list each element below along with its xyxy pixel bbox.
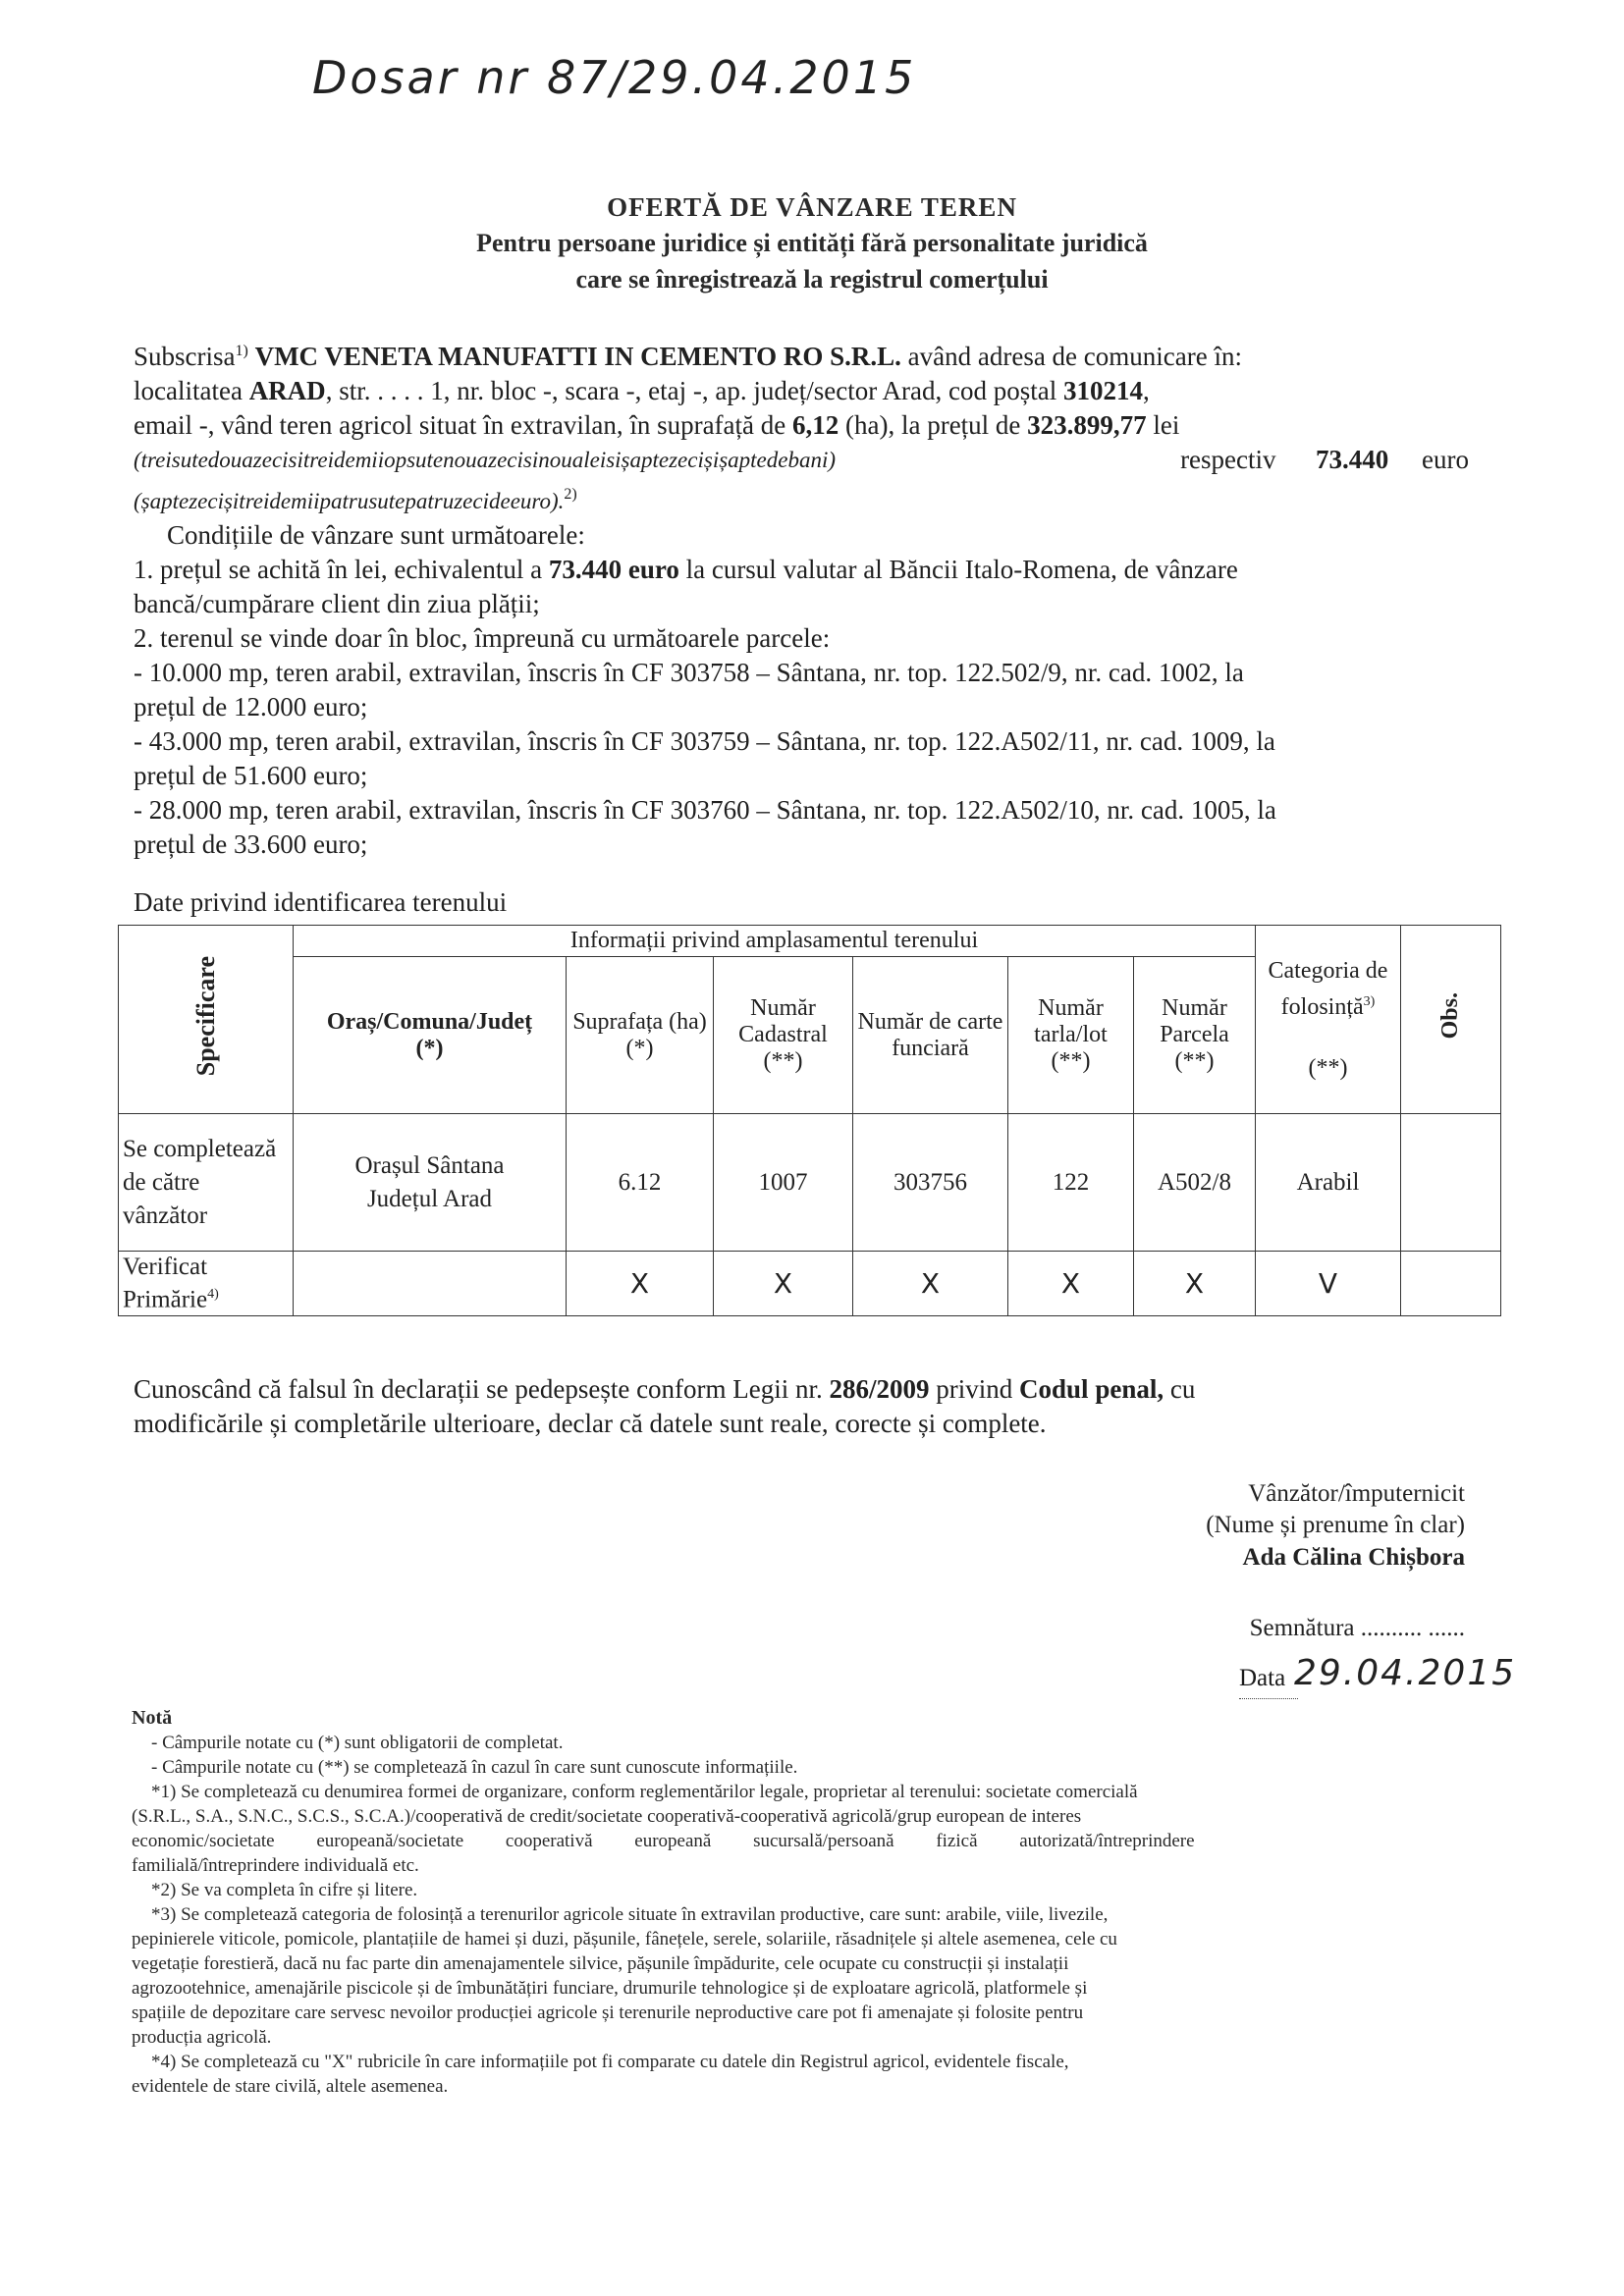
declaration-line-1: Cunoscând că falsul în declarații se pedepsește conform Legii nr. 286/2009 privind Codul penal, cu xyxy=(134,1374,1196,1404)
document-title: OFERTĂ DE VÂNZARE TEREN xyxy=(607,192,1017,222)
document-subtitle-2: care se înregistrează la registrul comerțului xyxy=(575,265,1049,294)
parcel-2-line-2: prețul de 51.600 euro; xyxy=(134,761,368,790)
parcel-3-line-1: - 28.000 mp, teren arabil, extravilan, înscris în CF 303760 – Sântana, nr. top. 122.A502/10, nr. cad. 1005, la xyxy=(134,795,1276,825)
note-6-line-1: *4) Se completează cu "X" rubricile în care informațiile pot fi comparate cu datele din Registrul agricol, evidentele fiscale, xyxy=(151,2052,1069,2072)
intro-paragraph xyxy=(134,334,1469,862)
note-2: - Câmpurile notate cu (**) se completează în cazul în care sunt cunoscute informațiile. xyxy=(151,1757,798,1778)
cell-carte-funciara: 303756 xyxy=(853,1114,1008,1252)
mark-carte-funciara: X xyxy=(853,1252,1008,1316)
table-caption: Date privind identificarea terenului xyxy=(134,887,508,917)
signer-role: Vânzător/împuternicit xyxy=(1248,1480,1465,1507)
cell-oras: Orașul Sântana Județul Arad xyxy=(294,1114,567,1252)
note-4: *2) Se va completa în cifre și litere. xyxy=(151,1880,418,1900)
note-5-line-2: pepinierele viticole, pomicole, plantațiile de hamei și duzi, pășunile, fânețele, serele, solariile, răsadnițele și altele asemenea, cele cu xyxy=(132,1929,1117,1949)
column-tarla: Număr tarla/lot (**) xyxy=(1008,957,1134,1114)
cell-categoria: Arabil xyxy=(1256,1114,1401,1252)
note-5-line-1: *3) Se completează categoria de folosință a terenurilor agricole situate în extravilan productive, care sunt: arabile, viile, livezile, xyxy=(151,1904,1109,1925)
land-identification-table xyxy=(118,925,1501,1316)
column-specificare: Specificare xyxy=(119,926,294,1114)
table-row xyxy=(119,1114,1501,1252)
signer-name-hint: (Nume și prenume în clar) xyxy=(1206,1512,1465,1538)
row-label-vanzator: Se completează de către vânzător xyxy=(119,1114,294,1252)
column-suprafata: Suprafața (ha) (*) xyxy=(567,957,714,1114)
column-obs: Obs. xyxy=(1401,926,1501,1114)
intro-line-4: (treisutedouazecisitreidemiiopsutenouazecisinoualeisișaptezecișișaptedebani) respectiv 73.440 euro xyxy=(134,445,1469,474)
group-header-amplasament: Informații privind amplasamentul terenului xyxy=(294,926,1256,957)
condition-2-line-1: 2. terenul se vinde doar în bloc, împreună cu următoarele parcele: xyxy=(134,623,831,653)
condition-1-line-1: 1. prețul se achită în lei, echivalentul a 73.440 euro la cursul valutar al Băncii Italo-Romena, de vânzare xyxy=(134,555,1238,584)
column-categoria: Categoria de folosință$^{3)}$ (**) xyxy=(1256,926,1401,1114)
note-6-line-2: evidentele de stare civilă, altele asemenea. xyxy=(132,2076,449,2097)
condition-1-line-2: bancă/cumpărare client din ziua plății; xyxy=(134,589,540,618)
date-underline xyxy=(1239,1698,1298,1699)
note-5-line-3: vegetație forestieră, dacă nu fac parte din amenajamentele silvice, pășunile împădurite, cele ocupate cu construcții și instalații xyxy=(132,1953,1069,1974)
signature-line: Semnătura .......... ...... xyxy=(1249,1615,1465,1641)
note-5-line-6: producția agricolă. xyxy=(132,2027,272,2048)
handwritten-date: 29.04.2015 xyxy=(1294,1653,1517,1693)
column-parcela: Număr Parcela (**) xyxy=(1134,957,1256,1114)
intro-line-1: Subscrisa$^{1)}$ VMC VENETA MANUFATTI IN CEMENTO RO S.R.L. având adresa de comunicare în: xyxy=(134,342,1242,371)
table-header-row-1 xyxy=(119,926,1501,957)
column-cadastral: Număr Cadastral (**) xyxy=(714,957,853,1114)
notes-section xyxy=(132,1706,1467,2099)
note-1: - Câmpurile notate cu (*) sunt obligatorii de completat. xyxy=(151,1733,564,1753)
column-oras: Oraș/Comuna/Județ (*) xyxy=(294,957,567,1114)
document-subtitle-1: Pentru persoane juridice și entități fără personalitate juridică xyxy=(476,229,1148,257)
note-3-line-3: economic/societate europeană/societate cooperativă europeană sucursală/persoană fizică autorizată/întreprindere xyxy=(132,1831,1195,1851)
mark-cadastral: X xyxy=(714,1252,853,1316)
signer-name: Ada Călina Chișbora xyxy=(1242,1544,1465,1571)
notes-heading: Notă xyxy=(132,1707,173,1729)
intro-line-5: (șaptezecișitreidemiipatrusutepatruzecideeuro).$^{2)}$ xyxy=(134,486,577,513)
mark-suprafata: X xyxy=(567,1252,714,1316)
mark-tarla: X xyxy=(1008,1252,1134,1316)
cell-parcela: A502/8 xyxy=(1134,1114,1256,1252)
note-5-line-5: spațiile de depozitare care servesc nevoilor producției agricole și terenurile neproductive care pot fi amenajate și folosite pentru xyxy=(132,2002,1084,2023)
note-3-line-1: *1) Se completează cu denumirea formei de organizare, conform reglementărilor legale, proprietar al terenului: societate comercială xyxy=(151,1782,1138,1802)
conditions-heading: Condițiile de vânzare sunt următoarele: xyxy=(167,520,585,550)
intro-line-2: localitatea ARAD, str. . . . . 1, nr. bloc -, scara -, etaj -, ap. județ/sector Arad, cod poștal 310214, xyxy=(134,376,1150,405)
cell-obs xyxy=(1401,1114,1501,1252)
note-3-line-2: (S.R.L., S.A., S.N.C., S.C.S., S.C.A.)/cooperativă de credit/societate cooperativă-cooperativă agricolă/grup european de interes xyxy=(132,1806,1082,1827)
mark-parcela: X xyxy=(1134,1252,1256,1316)
column-carte-funciara: Număr de carte funciară xyxy=(853,957,1008,1114)
note-5-line-4: agrozootehnice, amenajările piscicole și de îmbunătățiri funciare, drumurile tehnologice și de exploatare agricolă, platformele și xyxy=(132,1978,1088,1999)
date-label: Data xyxy=(1239,1665,1286,1691)
cell-tarla: 122 xyxy=(1008,1114,1134,1252)
mark-categoria: V xyxy=(1256,1252,1401,1316)
parcel-3-line-2: prețul de 33.600 euro; xyxy=(134,829,368,859)
declaration-paragraph xyxy=(134,1372,1469,1441)
intro-line-3: email -, vând teren agricol situat în extravilan, în suprafață de 6,12 (ha), la prețul de 323.899,77 lei xyxy=(134,410,1180,440)
parcel-2-line-1: - 43.000 mp, teren arabil, extravilan, înscris în CF 303759 – Sântana, nr. top. 122.A502/11, nr. cad. 1009, la xyxy=(134,726,1275,756)
row-label-primarie: Verificat Primărie$^{4)}$ xyxy=(119,1252,294,1316)
cell-oras-verificat xyxy=(294,1252,567,1316)
handwritten-reference: Dosar nr 87/29.04.2015 xyxy=(312,51,917,104)
parcel-1-line-1: - 10.000 mp, teren arabil, extravilan, înscris în CF 303758 – Sântana, nr. top. 122.502/9, nr. cad. 1002, la xyxy=(134,658,1244,687)
cell-suprafata: 6.12 xyxy=(567,1114,714,1252)
cell-cadastral: 1007 xyxy=(714,1114,853,1252)
cell-obs-verificat xyxy=(1401,1252,1501,1316)
table-row xyxy=(119,1252,1501,1316)
declaration-line-2: modificările și completările ulterioare, declar că datele sunt reale, corecte și complete. xyxy=(134,1409,1047,1438)
parcel-1-line-2: prețul de 12.000 euro; xyxy=(134,692,368,721)
note-3-line-4: familială/întreprindere individuală etc. xyxy=(132,1855,419,1876)
company-name: VMC VENETA MANUFATTI IN CEMENTO RO S.R.L. xyxy=(254,342,901,371)
